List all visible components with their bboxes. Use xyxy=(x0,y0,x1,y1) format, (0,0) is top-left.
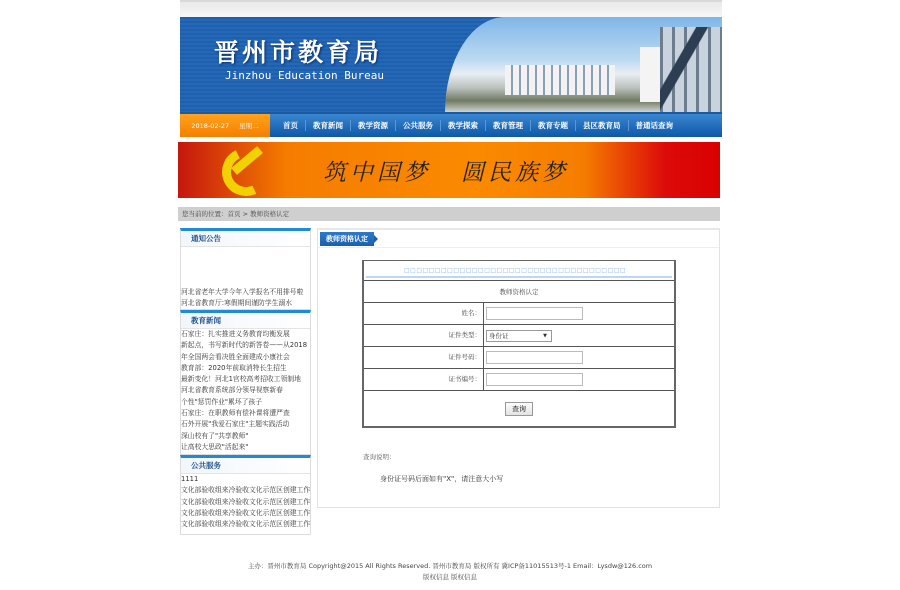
name-row xyxy=(364,303,674,325)
breadcrumb-prefix: 您当前的位置： xyxy=(182,210,228,218)
service-item[interactable]: 1111 xyxy=(181,475,199,483)
news-title: 教育新闻 xyxy=(181,313,310,329)
dropdown-arrow-icon: ▼ xyxy=(543,332,547,339)
service-panel xyxy=(180,455,311,535)
nav-home[interactable]: 首页 xyxy=(276,120,306,131)
tab-divider xyxy=(318,247,719,248)
news-item[interactable]: 最新变化！河北1官校高考招收工领制地 xyxy=(181,375,301,384)
main-nav xyxy=(180,112,722,137)
breadcrumb xyxy=(178,207,720,221)
id-type-value: 身份证 xyxy=(489,331,509,340)
nav-education-topics[interactable]: 教育专题 xyxy=(531,120,576,131)
nav-teaching-resources[interactable]: 教学资源 xyxy=(351,120,396,131)
news-item[interactable]: 石家庄：扎实推进义务教育均衡发展 xyxy=(181,330,290,338)
certification-query-form xyxy=(362,260,676,428)
breadcrumb-separator: > xyxy=(240,210,251,218)
cert-number-input[interactable] xyxy=(486,373,583,386)
site-title-cn: 晋州市教育局 xyxy=(214,38,383,67)
canopy-image xyxy=(660,27,722,112)
nav-teaching-exploration[interactable]: 教学探索 xyxy=(441,120,486,131)
main-content xyxy=(317,228,720,508)
id-type-select[interactable] xyxy=(486,330,552,342)
date-text: 2018-02-27 xyxy=(191,121,230,130)
query-button[interactable]: 查询 xyxy=(505,402,533,416)
id-number-row xyxy=(364,347,674,369)
news-item[interactable]: 石外开展"我爱石家庄"主题实践活动 xyxy=(181,420,290,429)
name-label: 姓名： xyxy=(364,303,484,324)
news-item[interactable]: 个性"惩罚作业"累坏了孩子 xyxy=(181,397,263,406)
news-item[interactable]: 河北省教育系统部分领导视察新春 xyxy=(181,386,283,395)
slogan-text xyxy=(323,154,569,187)
notice-panel xyxy=(180,228,311,310)
news-item[interactable]: 石家庄：在职教师有偿补课将遭严查 xyxy=(181,409,290,418)
service-item[interactable]: 文化部验收组来冷验收文化示范区创建工作 xyxy=(181,497,310,506)
form-caption xyxy=(364,261,674,281)
footer-links: 版权信息 版权信息 xyxy=(422,573,478,581)
caption-text: □□□□□□□□□□□□□□□□□□□□□□□□□□□□□□□□□□□□ xyxy=(404,267,627,274)
footer xyxy=(0,561,900,583)
news-list xyxy=(181,329,310,454)
nav-mandarin-query[interactable]: 普通话查询 xyxy=(635,121,673,130)
notice-title: 通知公告 xyxy=(181,231,310,247)
query-note-body: 身份证号码后面如有"X"，请注意大小写 xyxy=(380,475,504,483)
page-wrapper xyxy=(180,0,722,137)
slogan-banner xyxy=(178,142,720,198)
slogan-right: 圆民族梦 xyxy=(461,160,569,186)
nav-education-management[interactable]: 教育管理 xyxy=(486,120,531,131)
nav-education-news[interactable]: 教育新闻 xyxy=(306,120,351,131)
news-item[interactable]: 深山校有了"共享教师" xyxy=(181,431,249,440)
id-type-row xyxy=(364,325,674,347)
party-emblem-icon xyxy=(215,142,277,198)
notice-item[interactable]: 河北省教育厅:寒假期间谨防学生溺水 xyxy=(181,299,293,308)
nav-public-service[interactable]: 公共服务 xyxy=(396,120,441,131)
breadcrumb-current: 教师资格认定 xyxy=(250,210,290,218)
header-banner xyxy=(180,17,722,112)
sidebar xyxy=(180,228,311,535)
service-item[interactable]: 文化部验收组来冷验收文化示范区创建工作 xyxy=(181,508,310,517)
cert-number-label: 证书编号： xyxy=(364,369,484,390)
building-image xyxy=(505,65,615,95)
service-item[interactable]: 文化部验收组来冷验收文化示范区创建工作 xyxy=(181,520,310,529)
footer-copyright: 主办：晋州市教育局 Copyright@2015 All Rights Reserved. 晋州市教育局 版权所有 冀ICP备11015513号-1 Email：Lysdw@126.com xyxy=(247,562,653,570)
caption-stripe xyxy=(366,276,672,278)
service-title: 公共服务 xyxy=(181,458,310,474)
news-item[interactable]: 教育部：2020年前取消特长生招生 xyxy=(181,363,287,372)
weekday-text: 星期二 xyxy=(239,122,259,130)
notice-list xyxy=(181,247,310,309)
section-tab: 教师资格认定 xyxy=(320,232,374,246)
nav-county-bureaus[interactable]: 县区教育局 xyxy=(576,120,629,131)
news-item[interactable]: 让高校大思政"活起来" xyxy=(181,442,249,451)
news-item[interactable]: 新起点，书写新时代的新答卷——从2018 xyxy=(181,341,308,350)
site-title-en: Jinzhou Education Bureau xyxy=(225,69,384,82)
slogan-left: 筑中国梦 xyxy=(323,160,431,186)
query-note-title: 查询说明： xyxy=(363,453,396,461)
id-type-label: 证件类型： xyxy=(364,325,484,346)
form-title: 教师资格认定 xyxy=(364,281,674,303)
top-bar xyxy=(180,0,722,17)
submit-row xyxy=(364,391,674,426)
date-display xyxy=(180,114,270,137)
name-input[interactable] xyxy=(486,307,583,320)
nav-items xyxy=(270,114,680,137)
service-list xyxy=(181,474,310,534)
news-item[interactable]: 年全国两会看决胜全面建成小康社会 xyxy=(181,352,290,361)
id-number-input[interactable] xyxy=(486,351,583,364)
service-item[interactable]: 文化部验收组来冷验收文化示范区创建工作 xyxy=(181,486,310,495)
news-panel xyxy=(180,310,311,455)
tower-image xyxy=(640,47,662,102)
id-number-label: 证件号码： xyxy=(364,347,484,368)
breadcrumb-home[interactable]: 首页 xyxy=(227,210,241,218)
cert-number-row xyxy=(364,369,674,391)
notice-item[interactable]: 河北省老年大学今年入学报名不用排号啦 xyxy=(181,288,304,296)
